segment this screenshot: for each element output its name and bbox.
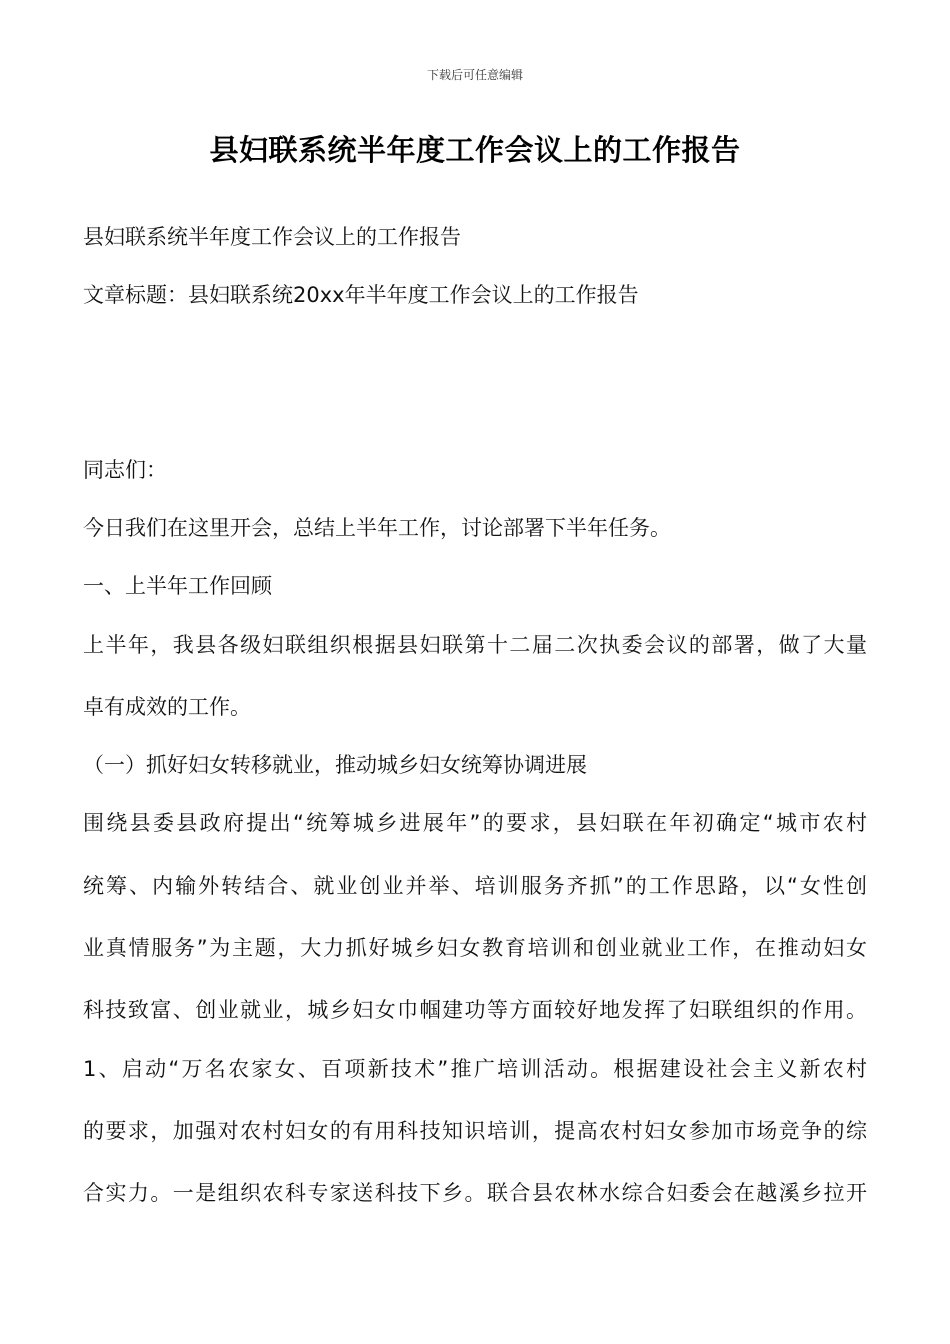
subsection-heading: （一）抓好妇女转移就业，推动城乡妇女统筹协调进展 bbox=[83, 753, 587, 777]
body-line: 上半年，我县各级妇联组织根据县妇联第十二届二次执委会议的部署，做了大量 bbox=[83, 633, 867, 657]
body-line: 合实力。一是组织农科专家送科技下乡。联合县农林水综合妇委会在越溪乡拉开 bbox=[83, 1181, 867, 1205]
body-line: 今日我们在这里开会，总结上半年工作，讨论部署下半年任务。 bbox=[83, 516, 671, 540]
section-heading: 一、上半年工作回顾 bbox=[83, 574, 272, 598]
body-line: 业真情服务”为主题，大力抓好城乡妇女教育培训和创业就业工作，在推动妇女 bbox=[83, 936, 867, 960]
body-line: 卓有成效的工作。 bbox=[83, 695, 251, 719]
body-line: 文章标题：县妇联系统20xx年半年度工作会议上的工作报告 bbox=[83, 283, 639, 307]
document-title: 县妇联系统半年度工作会议上的工作报告 bbox=[209, 133, 741, 167]
body-line: 县妇联系统半年度工作会议上的工作报告 bbox=[83, 225, 461, 249]
body-line: 围绕县委县政府提出“统筹城乡进展年”的要求，县妇联在年初确定“城市农村 bbox=[83, 811, 867, 835]
header-note: 下载后可任意编辑 bbox=[426, 68, 523, 82]
body-line: 统筹、内输外转结合、就业创业并举、培训服务齐抓”的工作思路，以“女性创 bbox=[83, 874, 867, 898]
body-line: 科技致富、创业就业，城乡妇女巾帼建功等方面较好地发挥了妇联组织的作用。 bbox=[83, 998, 867, 1022]
body-line: 的要求，加强对农村妇女的有用科技知识培训，提高农村妇女参加市场竞争的综 bbox=[83, 1119, 867, 1143]
body-line: 1、启动“万名农家女、百项新技术”推广培训活动。根据建设社会主义新农村 bbox=[83, 1057, 867, 1081]
body-line: 同志们： bbox=[83, 458, 167, 482]
